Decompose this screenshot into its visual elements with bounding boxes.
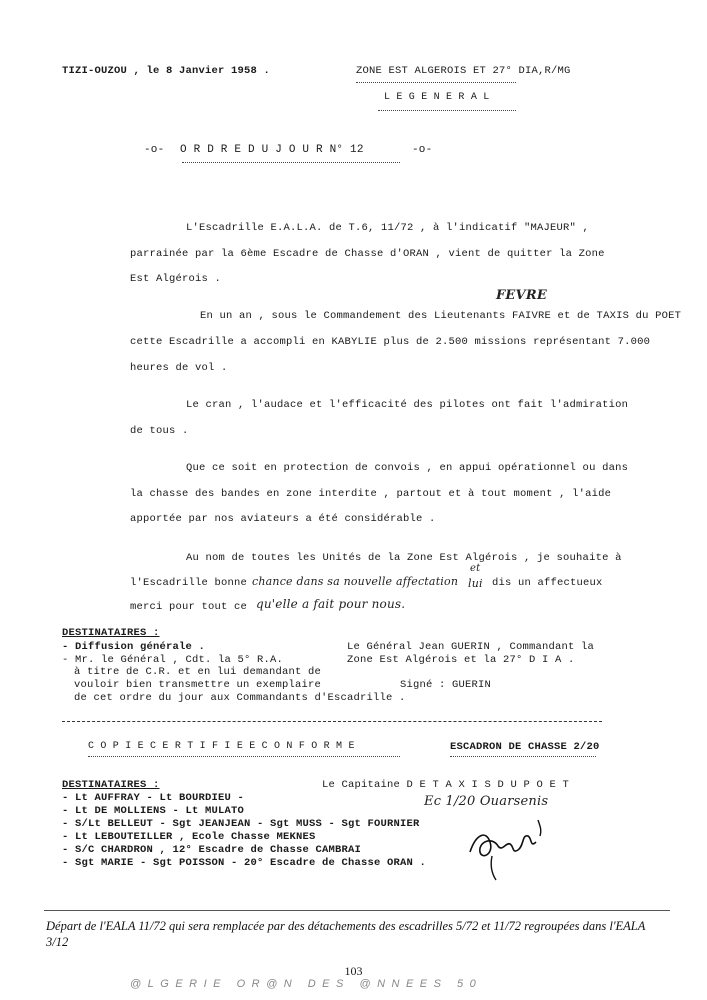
escadron-underline [450, 756, 596, 757]
p4-line3: apportée par nos aviateurs a été considérable . [130, 513, 436, 525]
site-footer: @LGERIE OR@N DES @NNEES 50 [130, 978, 483, 990]
general-heading: L E G E N E R A L [384, 92, 490, 103]
dest1-line4: vouloir bien transmettre un exemplaire [74, 679, 322, 691]
handwritten-ending: qu'elle a fait pour nous. [256, 597, 406, 611]
capitaine-line: Le Capitaine D E T A X I S D U P O E T [322, 779, 570, 791]
p5-line3: merci pour tout ce [130, 601, 248, 613]
place-date: TIZI-OUZOU , le 8 Janvier 1958 . [62, 65, 271, 77]
p2-line3: heures de vol . [130, 362, 228, 374]
p5-line2-start: l'Escadrille bonne [130, 577, 248, 589]
header-rule [356, 82, 516, 83]
dest1-line5: de cet ordre du jour aux Commandants d'Escadrille . [74, 692, 406, 704]
signed-guerin: Signé : GUERIN [400, 679, 492, 691]
dest2-line3: - S/Lt BELLEUT - Sgt JEANJEAN - Sgt MUSS - Sgt FOURNIER [62, 818, 420, 830]
handwritten-superscript: et [470, 563, 481, 574]
p5-line2-end: dis un affectueux [492, 577, 603, 589]
p3-line2: de tous . [130, 425, 189, 437]
photo-caption: Départ de l'EALA 11/72 qui sera remplacée par des détachements des escadrilles 5/72 et 11/72 regroupées dans l'EALA 3/12 [46, 919, 646, 949]
title-underline [182, 162, 400, 163]
dest2-line2: - Lt DE MOLLIENS - Lt MULATO [62, 805, 245, 817]
p5-line1: Au nom de toutes les Unités de la Zone Est Algérois , je souhaite à [186, 552, 622, 564]
handwritten-unit: Ec 1/20 Ouarsenis [424, 794, 549, 809]
dest2-line4: - Lt LEBOUTEILLER , Ecole Chasse MEKNES [62, 831, 316, 843]
p4-line2: la chasse des bandes en zone interdite , partout et à tout moment , l'aide [130, 488, 612, 500]
dest2-line5: - S/C CHARDRON , 12° Escadre de Chasse CAMBRAI [62, 844, 362, 856]
separator-dashes [62, 721, 602, 722]
dest2-line1: - Lt AUFFRAY - Lt BOURDIEU - [62, 792, 245, 804]
p2-line2: cette Escadrille a accompli en KABYLIE plus de 2.500 missions représentant 7.000 [130, 336, 651, 348]
p4-line1: Que ce soit en protection de convois , en appui opérationnel ou dans [186, 462, 629, 474]
p1-line2: parrainée par la 6ème Escadre de Chasse d'ORAN , vient de quitter la Zone [130, 248, 605, 260]
title-dash-left: -o- [144, 144, 165, 156]
handwritten-insert: chance dans sa nouvelle affectation [252, 575, 459, 588]
signatory-line1: Le Général Jean GUERIN , Commandant la [347, 641, 595, 653]
caption-rule [44, 910, 670, 911]
captain-signature [462, 812, 552, 882]
escadron-heading: ESCADRON DE CHASSE 2/20 [450, 741, 600, 753]
destinataires2-heading: DESTINATAIRES : [62, 779, 160, 791]
general-rule [378, 110, 516, 111]
dest1-line2: - Mr. le Général , Cdt. la 5° R.A. [62, 654, 284, 666]
copie-certifiee: C O P I E C E R T I F I E E C O N F O R M E [88, 741, 355, 752]
dest1-line3: à titre de C.R. et en lui demandant de [74, 666, 322, 678]
zone-header: ZONE EST ALGEROIS ET 27° DIA,R/MG [356, 65, 571, 77]
p1-line3: Est Algérois . [130, 273, 222, 285]
copie-underline [88, 756, 400, 757]
title-dash-right: -o- [412, 144, 433, 156]
p2-line1: En un an , sous le Commandement des Lieutenants FAIVRE et de TAXIS du POET [200, 310, 682, 322]
page-number: 103 [344, 964, 363, 978]
dest1-line1: - Diffusion générale . [62, 641, 206, 653]
signatory-line2: Zone Est Algérois et la 27° D I A . [347, 654, 575, 666]
handwritten-lui: lui [468, 577, 483, 590]
dest2-line6: - Sgt MARIE - Sgt POISSON - 20° Escadre de Chasse ORAN . [62, 857, 427, 869]
p3-line1: Le cran , l'audace et l'efficacité des pilotes ont fait l'admiration [186, 399, 629, 411]
p1-line1: L'Escadrille E.A.L.A. de T.6, 11/72 , à l'indicatif "MAJEUR" , [186, 222, 590, 234]
order-title: O R D R E D U J O U R N° 12 [180, 144, 364, 156]
destinataires-heading: DESTINATAIRES : [62, 627, 160, 639]
handwritten-correction: FEVRE [496, 288, 547, 303]
